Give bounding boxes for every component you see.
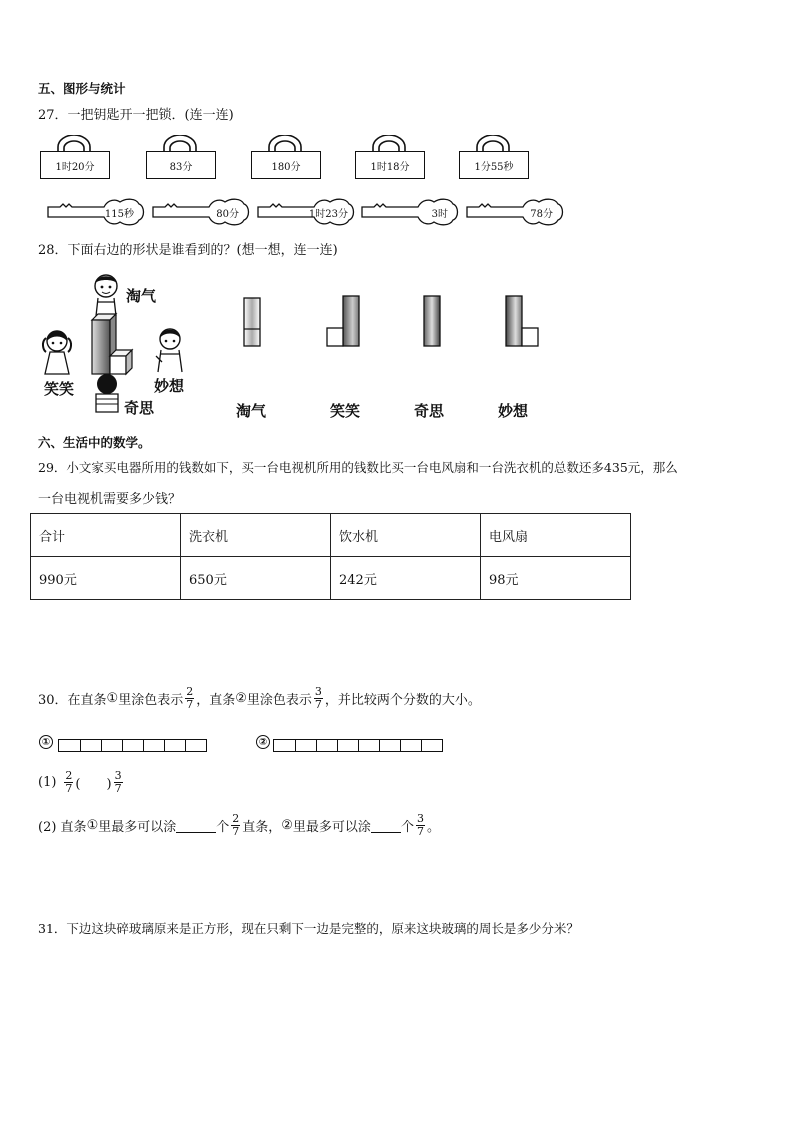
lock-2[interactable] — [146, 133, 218, 183]
question-31-text: 31．下边这块碎玻璃原来是正方形，现在只剩下一边是完整的，原来这块玻璃的周长是多少分米？ — [38, 921, 579, 936]
strip-cell[interactable] — [358, 740, 379, 751]
question-30-text — [38, 686, 481, 711]
q30-mid-3: 里涂色表示 — [246, 693, 312, 708]
compare-blank[interactable]: ( ) — [75, 777, 112, 792]
strip-cell[interactable] — [59, 740, 80, 751]
fraction-three-sevenths — [416, 813, 425, 838]
table-cell: 98元 — [481, 557, 631, 600]
fraction-numerator: 3 — [416, 812, 424, 825]
table-cell: 650元 — [181, 557, 331, 600]
view-label-2: 笑笑 — [330, 402, 361, 420]
answer-blank-2[interactable] — [371, 818, 401, 833]
key-4-label: 3时 — [431, 209, 448, 220]
strip-cell[interactable] — [101, 740, 122, 751]
question-27-text: 27．一把钥匙开一把锁．(连一连) — [38, 108, 234, 123]
strip-cell[interactable] — [80, 740, 101, 751]
section-6-title: 六、生活中的数学。 — [38, 435, 151, 450]
table-header-cell: 饮水机 — [331, 514, 481, 557]
fraction-numerator: 3 — [114, 769, 122, 782]
bar-1-marker: ① — [39, 735, 53, 749]
child-left-icon — [40, 328, 74, 378]
view-label-1: 淘气 — [236, 402, 267, 420]
kid-label-bottom: 奇思 — [124, 399, 155, 417]
q30-sub-1-label: (1) — [38, 775, 57, 790]
q30-suffix: ，并比较两个分数的大小。 — [324, 693, 481, 708]
fraction-denominator: 7 — [114, 782, 122, 795]
q30-sub-1 — [38, 770, 125, 795]
lock-5[interactable] — [459, 133, 531, 183]
q30-sub-2-a: 里最多可以涂 — [98, 820, 177, 835]
fraction-three-sevenths — [314, 686, 323, 711]
key-1-label: 115秒 — [104, 209, 134, 220]
answer-blank-1[interactable] — [176, 818, 216, 833]
q30-sub-2-f: 。 — [426, 820, 440, 835]
fraction-denominator: 7 — [232, 825, 240, 838]
fraction-numerator: 2 — [232, 812, 240, 825]
strip-cell[interactable] — [274, 740, 295, 751]
q30-sub-2-b: 个 — [216, 820, 230, 835]
table-cell: 990元 — [31, 557, 181, 600]
fraction-two-sevenths — [64, 770, 73, 795]
q30-sub-2 — [38, 813, 440, 838]
q30-prefix: 30．在直条 — [38, 693, 107, 708]
kid-label-left: 笑笑 — [44, 380, 75, 398]
q30-mid-2: ，直条 — [196, 693, 236, 708]
key-3[interactable] — [256, 198, 356, 226]
view-shape-3[interactable] — [420, 294, 444, 350]
table-cell: 242元 — [331, 557, 481, 600]
fraction-denominator: 7 — [65, 782, 73, 795]
key-1[interactable] — [46, 198, 146, 226]
fraction-numerator: 2 — [65, 769, 73, 782]
view-label-3: 奇思 — [414, 402, 445, 420]
appliance-price-table — [30, 513, 631, 600]
strip-cell[interactable] — [295, 740, 316, 751]
child-bottom-icon — [92, 372, 122, 418]
strip-bar-1[interactable] — [58, 739, 207, 752]
q30-sub-2-e: 个 — [400, 820, 414, 835]
fraction-denominator: 7 — [416, 825, 424, 838]
fraction-numerator: 2 — [186, 685, 194, 698]
q30-sub-2-label: (2) 直条 — [38, 820, 87, 835]
strip-cell[interactable] — [143, 740, 164, 751]
q30-sub-2-circle-1: ① — [86, 818, 99, 833]
key-5[interactable] — [465, 198, 565, 226]
q30-sub-2-circle-2: ② — [281, 818, 293, 833]
fraction-numerator: 3 — [314, 685, 322, 698]
fraction-two-sevenths — [185, 686, 194, 711]
table-row — [31, 557, 631, 600]
fraction-denominator: 7 — [314, 698, 322, 711]
lock-2-label: 83分 — [146, 151, 216, 179]
lock-4-label: 1时18分 — [355, 151, 425, 179]
table-header-cell: 电风扇 — [481, 514, 631, 557]
question-29-line-1: 29．小文家买电器所用的钱数如下，买一台电视机所用的钱数比买一台电风扇和一台洗衣机的总数还多435元，那么 — [38, 460, 678, 475]
child-right-icon — [152, 326, 188, 376]
lock-3[interactable] — [251, 133, 323, 183]
strip-cell[interactable] — [379, 740, 400, 751]
key-5-label: 78分 — [530, 209, 553, 220]
q30-circle-1: ① — [106, 691, 119, 706]
table-header-cell: 洗衣机 — [181, 514, 331, 557]
strip-cell[interactable] — [185, 740, 206, 751]
q30-mid-1: 里涂色表示 — [118, 693, 184, 708]
key-2-label: 80分 — [216, 209, 239, 220]
view-shape-4[interactable] — [502, 294, 542, 350]
bar-2-marker: ② — [256, 735, 270, 749]
view-label-4: 妙想 — [498, 402, 529, 420]
view-shape-2[interactable] — [324, 294, 364, 350]
q30-sub-2-d: 里最多可以涂 — [292, 820, 371, 835]
question-28-text: 28．下面右边的形状是谁看到的？(想一想，连一连) — [38, 243, 338, 258]
fraction-denominator: 7 — [186, 698, 194, 711]
question-29-line-2: 一台电视机需要多少钱？ — [38, 492, 182, 507]
key-2[interactable] — [151, 198, 251, 226]
table-header-row — [31, 514, 631, 557]
strip-cell[interactable] — [400, 740, 421, 751]
table-header-cell: 合计 — [31, 514, 181, 557]
q30-sub-2-c: 直条， — [242, 820, 282, 835]
strip-cell[interactable] — [316, 740, 337, 751]
lock-3-label: 180分 — [251, 151, 321, 179]
lock-5-label: 1分55秒 — [459, 151, 529, 179]
key-3-label: 1时23分 — [308, 209, 348, 220]
strip-cell[interactable] — [421, 740, 442, 751]
strip-bar-2[interactable] — [273, 739, 443, 752]
lock-4[interactable] — [355, 133, 427, 183]
lock-1-label: 1时20分 — [40, 151, 110, 179]
key-4[interactable] — [360, 198, 460, 226]
strip-cell[interactable] — [164, 740, 185, 751]
fraction-two-sevenths — [231, 813, 240, 838]
q30-circle-2: ② — [235, 691, 247, 706]
block-model-icon — [88, 308, 138, 378]
strip-cell[interactable] — [337, 740, 358, 751]
kid-label-top: 淘气 — [126, 287, 157, 305]
lock-1[interactable] — [40, 133, 112, 183]
strip-cell[interactable] — [122, 740, 143, 751]
view-shape-1[interactable] — [240, 296, 264, 350]
kid-label-right: 妙想 — [154, 377, 185, 395]
fraction-three-sevenths — [114, 770, 123, 795]
section-5-title: 五、图形与统计 — [38, 81, 126, 96]
